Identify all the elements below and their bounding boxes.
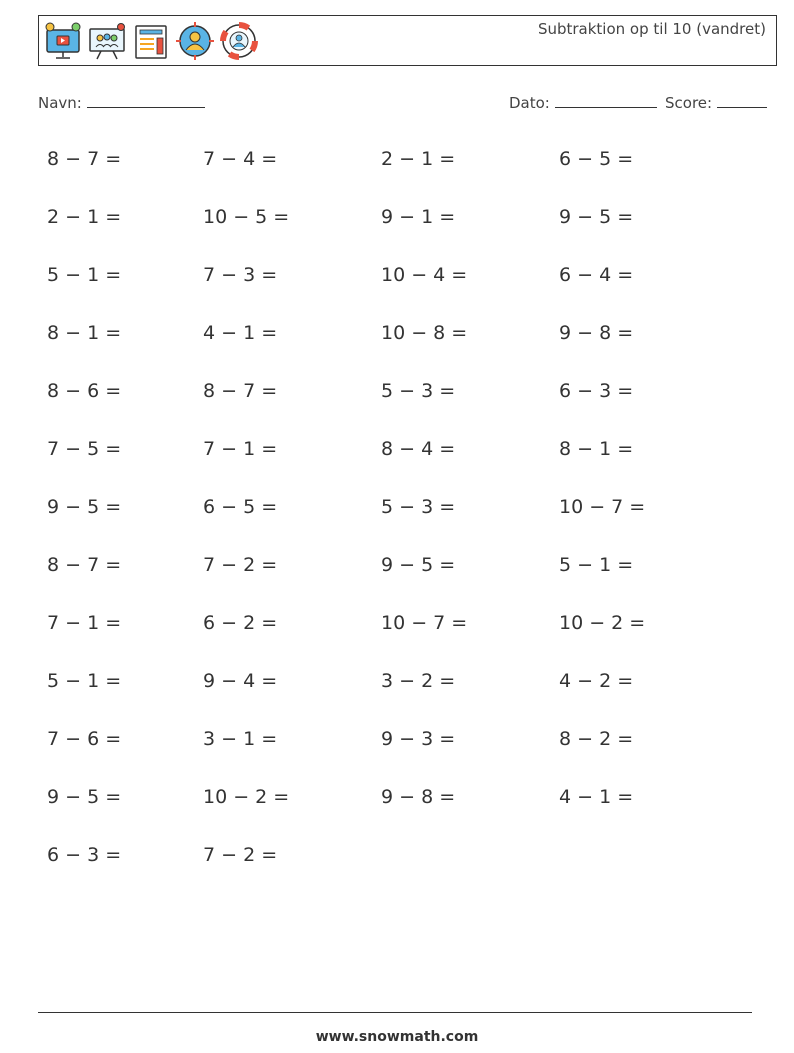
- problem-item: 7 − 5 =: [47, 438, 122, 460]
- monitor-video-icon: [44, 21, 82, 61]
- user-target-icon: [176, 21, 214, 61]
- problem-item: 6 − 5 =: [559, 148, 634, 170]
- problem-item: 10 − 4 =: [381, 264, 468, 286]
- problem-item: 7 − 2 =: [203, 554, 278, 576]
- problem-item: 3 − 1 =: [203, 728, 278, 750]
- problem-item: 9 − 5 =: [381, 554, 456, 576]
- problem-item: 8 − 7 =: [47, 554, 122, 576]
- problem-item: 7 − 4 =: [203, 148, 278, 170]
- problem-item: 3 − 2 =: [381, 670, 456, 692]
- date-label: Dato:: [509, 94, 550, 112]
- problem-item: 4 − 1 =: [203, 322, 278, 344]
- lifebuoy-user-icon: [220, 21, 258, 61]
- problem-item: 7 − 1 =: [47, 612, 122, 634]
- name-field: [38, 93, 205, 112]
- problem-item: 9 − 8 =: [559, 322, 634, 344]
- worksheet-title: Subtraktion op til 10 (vandret): [537, 20, 766, 38]
- problem-item: 8 − 4 =: [381, 438, 456, 460]
- problem-item: 5 − 1 =: [559, 554, 634, 576]
- problem-item: 10 − 2 =: [203, 786, 290, 808]
- score-label: Score:: [665, 94, 713, 112]
- problem-item: 8 − 6 =: [47, 380, 122, 402]
- problem-item: 9 − 5 =: [47, 786, 122, 808]
- problem-item: 2 − 1 =: [47, 206, 122, 228]
- date-line: [555, 93, 657, 108]
- score-field: [665, 93, 767, 112]
- footer-url: www.snowmath.com: [315, 1029, 479, 1045]
- problem-item: 9 − 1 =: [381, 206, 456, 228]
- problem-item: 10 − 8 =: [381, 322, 468, 344]
- name-line: [87, 93, 205, 108]
- footer-rule: [38, 1012, 752, 1013]
- problem-item: 8 − 1 =: [47, 322, 122, 344]
- date-field: [509, 93, 657, 112]
- problem-item: 9 − 5 =: [47, 496, 122, 518]
- problem-item: 8 − 2 =: [559, 728, 634, 750]
- problem-item: 5 − 1 =: [47, 264, 122, 286]
- problem-item: 10 − 5 =: [203, 206, 290, 228]
- problem-item: 9 − 4 =: [203, 670, 278, 692]
- problem-item: 10 − 7 =: [559, 496, 646, 518]
- score-line: [717, 93, 767, 108]
- problem-item: 10 − 7 =: [381, 612, 468, 634]
- problem-item: 8 − 7 =: [47, 148, 122, 170]
- problem-item: 6 − 3 =: [559, 380, 634, 402]
- problem-item: 8 − 1 =: [559, 438, 634, 460]
- problem-item: 7 − 3 =: [203, 264, 278, 286]
- problem-item: 6 − 3 =: [47, 844, 122, 866]
- problem-item: 7 − 6 =: [47, 728, 122, 750]
- header-box: [38, 15, 777, 66]
- problem-item: 10 − 2 =: [559, 612, 646, 634]
- problem-item: 6 − 4 =: [559, 264, 634, 286]
- article-chart-icon: [132, 21, 170, 61]
- problem-item: 4 − 1 =: [559, 786, 634, 808]
- problem-item: 5 − 1 =: [47, 670, 122, 692]
- problem-item: 4 − 2 =: [559, 670, 634, 692]
- problem-item: 9 − 5 =: [559, 206, 634, 228]
- problem-item: 8 − 7 =: [203, 380, 278, 402]
- problem-item: 5 − 3 =: [381, 380, 456, 402]
- problem-item: 5 − 3 =: [381, 496, 456, 518]
- problem-item: 9 − 8 =: [381, 786, 456, 808]
- problem-item: 9 − 3 =: [381, 728, 456, 750]
- problem-item: 2 − 1 =: [381, 148, 456, 170]
- header-icons: [44, 21, 258, 61]
- name-label: Navn:: [38, 94, 82, 112]
- problem-item: 6 − 2 =: [203, 612, 278, 634]
- presentation-board-icon: [88, 21, 126, 61]
- problem-item: 7 − 2 =: [203, 844, 278, 866]
- problem-item: 6 − 5 =: [203, 496, 278, 518]
- problem-item: 7 − 1 =: [203, 438, 278, 460]
